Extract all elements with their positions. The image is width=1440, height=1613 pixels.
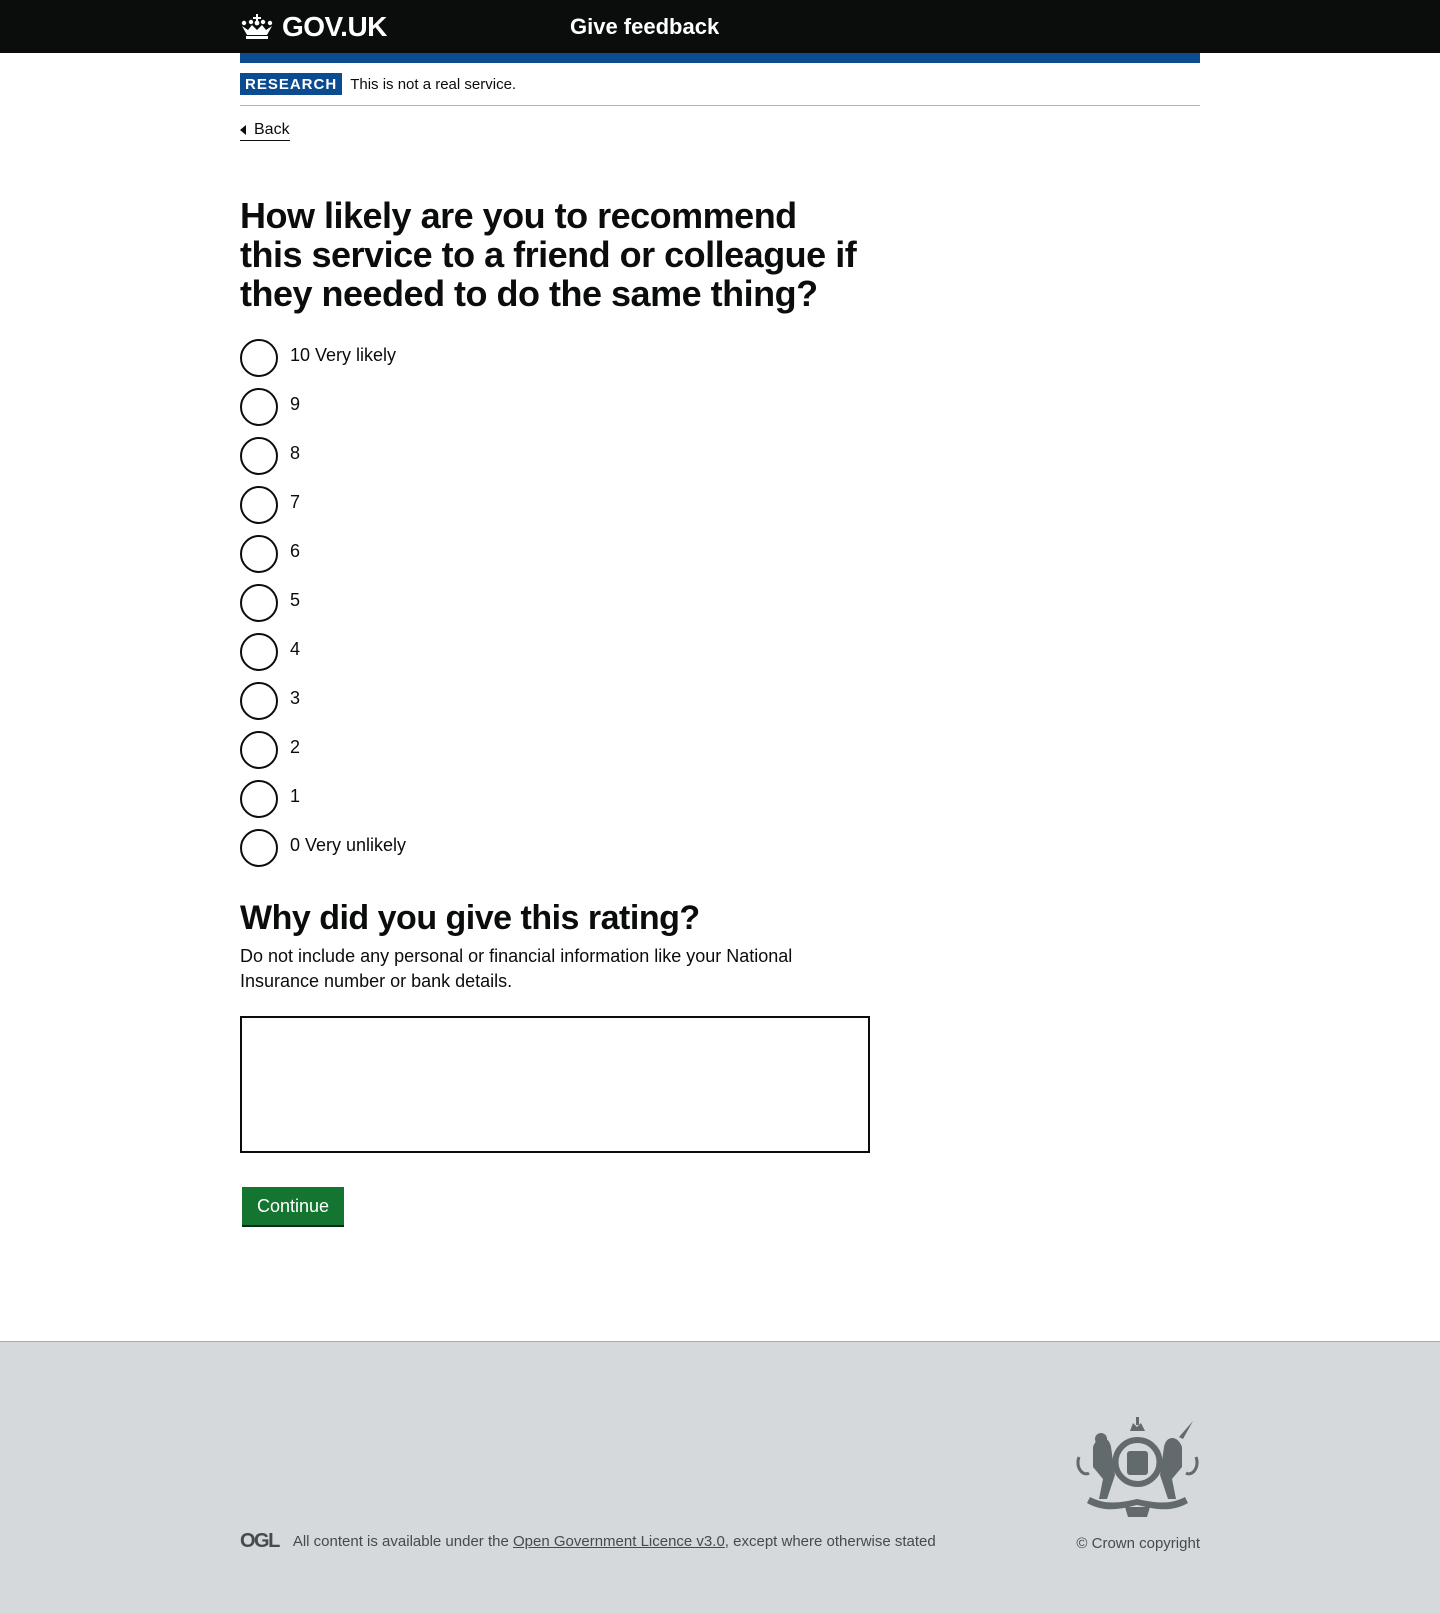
radio-label: 1 — [290, 786, 301, 806]
licence-suffix: , except where otherwise stated — [724, 1533, 936, 1550]
radio-label: 6 — [290, 541, 301, 561]
radio-button[interactable] — [240, 437, 278, 475]
page-title: How likely are you to recommend this service to a friend or colleague if they needed to do the same thing? — [240, 195, 857, 314]
back-link-label: Back — [254, 121, 290, 138]
radio-label: 5 — [290, 590, 301, 610]
radio-button[interactable] — [240, 339, 278, 377]
radio-option-3[interactable] — [240, 676, 1200, 725]
radio-option-6[interactable] — [240, 529, 1200, 578]
radio-label: 4 — [290, 639, 301, 659]
licence-statement — [240, 1530, 936, 1553]
radio-label: 7 — [290, 492, 301, 512]
radio-button[interactable] — [240, 388, 278, 426]
site-footer — [0, 1341, 1440, 1613]
radio-option-4[interactable] — [240, 627, 1200, 676]
rating-radio-group — [240, 333, 1200, 872]
header-blue-bar — [240, 53, 1200, 63]
service-name-link[interactable]: Give feedback — [570, 13, 720, 39]
radio-button[interactable] — [240, 829, 278, 867]
radio-label: 2 — [290, 737, 301, 757]
radio-option-5[interactable] — [240, 578, 1200, 627]
radio-option-9[interactable] — [240, 382, 1200, 431]
licence-prefix: All content is available under the — [292, 1533, 509, 1550]
govuk-logo-link[interactable] — [240, 11, 387, 43]
phase-tag: RESEARCH — [240, 73, 342, 95]
triangle-left-icon — [240, 125, 246, 135]
radio-button[interactable] — [240, 731, 278, 769]
ogl-logo-icon: OGL — [240, 1530, 279, 1552]
radio-option-0[interactable] — [240, 823, 1200, 872]
radio-label: 0 Very unlikely — [290, 835, 407, 855]
copyright-text[interactable]: © Crown copyright — [1076, 1535, 1200, 1552]
radio-button[interactable] — [240, 682, 278, 720]
phase-banner-text: This is not a real service. — [350, 75, 517, 93]
copyright-block — [1070, 1417, 1200, 1552]
radio-option-2[interactable] — [240, 725, 1200, 774]
site-header — [0, 0, 1440, 53]
reason-textarea[interactable] — [240, 1016, 870, 1153]
radio-label: 3 — [290, 688, 301, 708]
reason-hint: Do not include any personal or financial information like your National Insurance number or bank details. — [240, 946, 793, 991]
radio-button[interactable] — [240, 633, 278, 671]
radio-label: 9 — [290, 394, 301, 414]
back-link[interactable] — [240, 121, 290, 141]
radio-button[interactable] — [240, 780, 278, 818]
radio-button[interactable] — [240, 535, 278, 573]
logo-text: GOV.UK — [282, 10, 387, 42]
royal-coat-of-arms-icon — [1075, 1417, 1200, 1519]
radio-button[interactable] — [240, 584, 278, 622]
radio-option-1[interactable] — [240, 774, 1200, 823]
phase-banner — [240, 63, 1200, 106]
licence-link[interactable]: Open Government Licence v3.0 — [513, 1533, 725, 1550]
crown-icon — [240, 14, 274, 40]
radio-option-10[interactable] — [240, 333, 1200, 382]
radio-button[interactable] — [240, 486, 278, 524]
radio-option-8[interactable] — [240, 431, 1200, 480]
continue-button[interactable]: Continue — [242, 1187, 344, 1225]
reason-heading: Why did you give this rating? — [240, 899, 700, 937]
radio-label: 8 — [290, 443, 301, 463]
radio-label: 10 Very likely — [290, 345, 397, 365]
main-content — [240, 63, 1200, 1225]
radio-option-7[interactable] — [240, 480, 1200, 529]
